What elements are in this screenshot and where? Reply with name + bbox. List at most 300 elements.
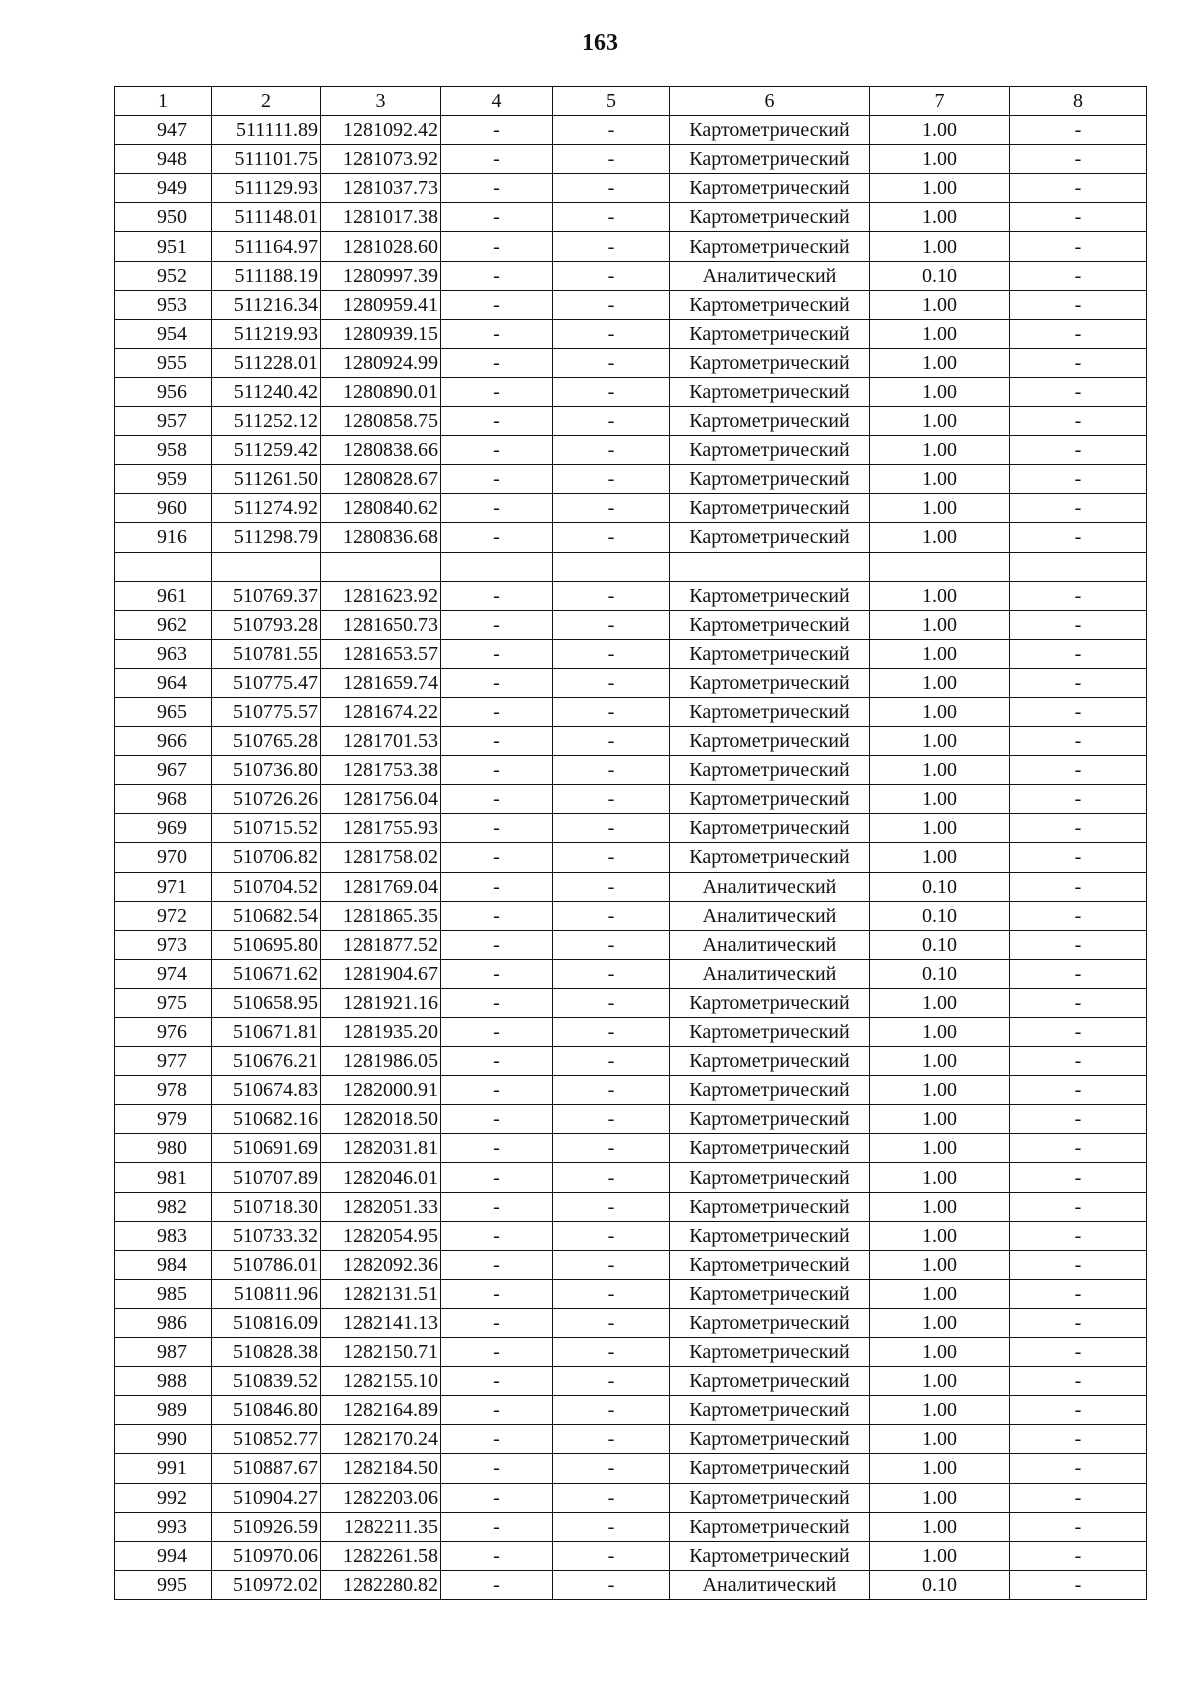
col4-cell: - [441,261,553,290]
y-coordinate-cell: 1282141.13 [321,1308,441,1337]
x-coordinate-cell: 510887.67 [212,1454,321,1483]
col5-cell: - [553,1338,670,1367]
point-number-cell: 985 [115,1279,212,1308]
col5-cell: - [553,1512,670,1541]
col8-cell: - [1010,814,1147,843]
accuracy-cell: 1.00 [870,465,1010,494]
y-coordinate-cell: 1281037.73 [321,174,441,203]
method-cell: Картометрический [670,377,870,406]
column-header-7: 7 [870,87,1010,116]
col5-cell: - [553,959,670,988]
col4-cell: - [441,1308,553,1337]
x-coordinate-cell: 510775.57 [212,697,321,726]
accuracy-cell: 1.00 [870,1134,1010,1163]
col8-cell: - [1010,1396,1147,1425]
col4-cell: - [441,1163,553,1192]
y-coordinate-cell: 1281092.42 [321,116,441,145]
point-number-cell: 962 [115,610,212,639]
point-number-cell: 983 [115,1221,212,1250]
table-row [115,319,1147,348]
col4-cell: - [441,319,553,348]
col5-cell: - [553,930,670,959]
table-row [115,814,1147,843]
point-number-cell: 966 [115,727,212,756]
point-number-cell: 970 [115,843,212,872]
x-coordinate-cell: 510674.83 [212,1076,321,1105]
accuracy-cell: 1.00 [870,988,1010,1017]
accuracy-cell: 1.00 [870,1018,1010,1047]
method-cell: Картометрический [670,465,870,494]
col4-cell: - [441,639,553,668]
x-coordinate-cell: 511240.42 [212,377,321,406]
point-number-cell [115,552,212,581]
x-coordinate-cell: 510695.80 [212,930,321,959]
accuracy-cell: 1.00 [870,843,1010,872]
x-coordinate-cell: 510926.59 [212,1512,321,1541]
point-number-cell: 954 [115,319,212,348]
method-cell: Картометрический [670,1221,870,1250]
point-number-cell: 982 [115,1192,212,1221]
method-cell: Картометрический [670,1396,870,1425]
accuracy-cell: 1.00 [870,1221,1010,1250]
point-number-cell: 992 [115,1483,212,1512]
method-cell: Аналитический [670,901,870,930]
col5-cell: - [553,1105,670,1134]
col5-cell: - [553,872,670,901]
table-row [115,727,1147,756]
x-coordinate-cell: 510704.52 [212,872,321,901]
col4-cell: - [441,1279,553,1308]
method-cell: Аналитический [670,1570,870,1599]
col8-cell: - [1010,1018,1147,1047]
point-number-cell: 995 [115,1570,212,1599]
x-coordinate-cell: 511111.89 [212,116,321,145]
table-row [115,1454,1147,1483]
accuracy-cell: 1.00 [870,1512,1010,1541]
col5-cell: - [553,610,670,639]
col5-cell: - [553,1483,670,1512]
table-row [115,785,1147,814]
method-cell: Картометрический [670,494,870,523]
accuracy-cell: 1.00 [870,1192,1010,1221]
x-coordinate-cell: 510970.06 [212,1541,321,1570]
x-coordinate-cell: 510691.69 [212,1134,321,1163]
col4-cell: - [441,988,553,1017]
y-coordinate-cell: 1281017.38 [321,203,441,232]
y-coordinate-cell: 1282092.36 [321,1250,441,1279]
x-coordinate-cell [212,552,321,581]
point-number-cell: 948 [115,145,212,174]
col5-cell: - [553,1396,670,1425]
col5-cell: - [553,581,670,610]
col4-cell: - [441,407,553,436]
column-header-8: 8 [1010,87,1147,116]
y-coordinate-cell: 1281755.93 [321,814,441,843]
y-coordinate-cell: 1281073.92 [321,145,441,174]
col5-cell: - [553,1163,670,1192]
col8-cell: - [1010,610,1147,639]
col5-cell: - [553,1076,670,1105]
accuracy-cell: 1.00 [870,1250,1010,1279]
x-coordinate-cell: 511228.01 [212,348,321,377]
col5-cell: - [553,785,670,814]
col4-cell: - [441,436,553,465]
col4-cell: - [441,959,553,988]
method-cell: Картометрический [670,1541,870,1570]
col4-cell: - [441,1570,553,1599]
y-coordinate-cell: 1282211.35 [321,1512,441,1541]
point-number-cell: 955 [115,348,212,377]
table-row [115,145,1147,174]
col8-cell: - [1010,1425,1147,1454]
x-coordinate-cell: 510828.38 [212,1338,321,1367]
method-cell: Картометрический [670,1105,870,1134]
table-row [115,1512,1147,1541]
col5-cell: - [553,639,670,668]
accuracy-cell: 0.10 [870,1570,1010,1599]
table-row [115,1047,1147,1076]
y-coordinate-cell: 1281753.38 [321,756,441,785]
col8-cell: - [1010,1338,1147,1367]
y-coordinate-cell: 1282054.95 [321,1221,441,1250]
column-header-6: 6 [670,87,870,116]
table-row [115,174,1147,203]
table-row [115,1308,1147,1337]
table-row [115,610,1147,639]
x-coordinate-cell: 511219.93 [212,319,321,348]
method-cell: Картометрический [670,232,870,261]
method-cell: Картометрический [670,814,870,843]
point-number-cell: 963 [115,639,212,668]
accuracy-cell: 1.00 [870,203,1010,232]
point-number-cell: 980 [115,1134,212,1163]
point-number-cell: 969 [115,814,212,843]
col8-cell: - [1010,843,1147,872]
point-number-cell: 949 [115,174,212,203]
x-coordinate-cell: 511188.19 [212,261,321,290]
method-cell: Картометрический [670,785,870,814]
table-row [115,756,1147,785]
method-cell: Картометрический [670,1134,870,1163]
point-number-cell: 953 [115,290,212,319]
col8-cell: - [1010,523,1147,552]
y-coordinate-cell: 1282164.89 [321,1396,441,1425]
accuracy-cell: 0.10 [870,901,1010,930]
table-row [115,843,1147,872]
method-cell: Картометрический [670,290,870,319]
accuracy-cell: 1.00 [870,1279,1010,1308]
y-coordinate-cell: 1281865.35 [321,901,441,930]
x-coordinate-cell: 511298.79 [212,523,321,552]
table-row [115,232,1147,261]
x-coordinate-cell: 510682.16 [212,1105,321,1134]
table-header [115,87,1147,116]
col5-cell: - [553,145,670,174]
table-row [115,1338,1147,1367]
accuracy-cell: 1.00 [870,697,1010,726]
col8-cell: - [1010,756,1147,785]
col5-cell: - [553,465,670,494]
col5-cell: - [553,697,670,726]
table-row [115,1541,1147,1570]
col8-cell: - [1010,1308,1147,1337]
col4-cell: - [441,1105,553,1134]
table-row [115,1483,1147,1512]
method-cell: Картометрический [670,1338,870,1367]
y-coordinate-cell: 1281653.57 [321,639,441,668]
col4-cell: - [441,377,553,406]
x-coordinate-cell: 510676.21 [212,1047,321,1076]
col8-cell: - [1010,377,1147,406]
point-number-cell: 971 [115,872,212,901]
col5-cell: - [553,1454,670,1483]
accuracy-cell: 1.00 [870,668,1010,697]
y-coordinate-cell: 1281674.22 [321,697,441,726]
y-coordinate-cell: 1281028.60 [321,232,441,261]
y-coordinate-cell: 1281650.73 [321,610,441,639]
method-cell: Картометрический [670,1279,870,1308]
col5-cell: - [553,116,670,145]
point-number-cell: 947 [115,116,212,145]
col5-cell: - [553,1192,670,1221]
col5-cell: - [553,407,670,436]
x-coordinate-cell: 510769.37 [212,581,321,610]
col4-cell: - [441,1250,553,1279]
col8-cell: - [1010,1221,1147,1250]
y-coordinate-cell: 1281701.53 [321,727,441,756]
column-header-5: 5 [553,87,670,116]
y-coordinate-cell: 1282150.71 [321,1338,441,1367]
table-row [115,1018,1147,1047]
col8-cell: - [1010,1454,1147,1483]
table-row [115,1105,1147,1134]
table-row [115,494,1147,523]
method-cell: Картометрический [670,319,870,348]
table-row [115,377,1147,406]
col8-cell: - [1010,203,1147,232]
col5-cell [553,552,670,581]
table-row [115,668,1147,697]
x-coordinate-cell: 510839.52 [212,1367,321,1396]
table-row [115,1367,1147,1396]
method-cell: Картометрический [670,1512,870,1541]
col4-cell: - [441,581,553,610]
col8-cell: - [1010,261,1147,290]
point-number-cell: 981 [115,1163,212,1192]
method-cell [670,552,870,581]
table-row [115,465,1147,494]
y-coordinate-cell: 1281623.92 [321,581,441,610]
accuracy-cell: 1.00 [870,610,1010,639]
method-cell: Картометрический [670,1250,870,1279]
point-number-cell: 991 [115,1454,212,1483]
x-coordinate-cell: 510671.81 [212,1018,321,1047]
point-number-cell: 975 [115,988,212,1017]
col4-cell: - [441,348,553,377]
point-number-cell: 979 [115,1105,212,1134]
col5-cell: - [553,1134,670,1163]
y-coordinate-cell: 1282155.10 [321,1367,441,1396]
x-coordinate-cell: 511148.01 [212,203,321,232]
accuracy-cell: 1.00 [870,348,1010,377]
col4-cell: - [441,145,553,174]
col4-cell: - [441,1541,553,1570]
col5-cell: - [553,727,670,756]
col5-cell: - [553,1018,670,1047]
x-coordinate-cell: 510682.54 [212,901,321,930]
col5-cell: - [553,814,670,843]
y-coordinate-cell: 1282280.82 [321,1570,441,1599]
accuracy-cell: 1.00 [870,581,1010,610]
y-coordinate-cell: 1282184.50 [321,1454,441,1483]
column-header-2: 2 [212,87,321,116]
col8-cell: - [1010,232,1147,261]
col8-cell: - [1010,1367,1147,1396]
x-coordinate-cell: 511216.34 [212,290,321,319]
table-row [115,116,1147,145]
table-row [115,930,1147,959]
y-coordinate-cell: 1282203.06 [321,1483,441,1512]
col4-cell: - [441,232,553,261]
x-coordinate-cell: 511129.93 [212,174,321,203]
method-cell: Картометрический [670,988,870,1017]
col5-cell: - [553,1279,670,1308]
y-coordinate-cell: 1282131.51 [321,1279,441,1308]
table-row [115,988,1147,1017]
col8-cell: - [1010,1250,1147,1279]
x-coordinate-cell: 510726.26 [212,785,321,814]
method-cell: Картометрический [670,727,870,756]
col5-cell: - [553,756,670,785]
point-number-cell: 957 [115,407,212,436]
accuracy-cell: 1.00 [870,319,1010,348]
table-row [115,523,1147,552]
x-coordinate-cell: 510706.82 [212,843,321,872]
col8-cell: - [1010,1134,1147,1163]
col5-cell: - [553,261,670,290]
accuracy-cell: 1.00 [870,1367,1010,1396]
accuracy-cell: 1.00 [870,116,1010,145]
col4-cell: - [441,727,553,756]
method-cell: Картометрический [670,348,870,377]
y-coordinate-cell: 1281877.52 [321,930,441,959]
x-coordinate-cell: 510718.30 [212,1192,321,1221]
col5-cell: - [553,203,670,232]
col8-cell: - [1010,1512,1147,1541]
y-coordinate-cell: 1281769.04 [321,872,441,901]
point-number-cell: 993 [115,1512,212,1541]
table-row [115,697,1147,726]
x-coordinate-cell: 510775.47 [212,668,321,697]
point-number-cell: 972 [115,901,212,930]
col8-cell: - [1010,988,1147,1017]
table-row [115,348,1147,377]
x-coordinate-cell: 510904.27 [212,1483,321,1512]
col4-cell: - [441,1134,553,1163]
table-row [115,1570,1147,1599]
method-cell: Картометрический [670,523,870,552]
table-row [115,261,1147,290]
method-cell: Картометрический [670,1454,870,1483]
method-cell: Картометрический [670,1367,870,1396]
method-cell: Картометрический [670,116,870,145]
col4-cell: - [441,697,553,726]
y-coordinate-cell: 1281921.16 [321,988,441,1017]
x-coordinate-cell: 510733.32 [212,1221,321,1250]
method-cell: Картометрический [670,203,870,232]
col8-cell: - [1010,116,1147,145]
col8-cell: - [1010,697,1147,726]
point-number-cell: 967 [115,756,212,785]
col8-cell: - [1010,901,1147,930]
table-row [115,1076,1147,1105]
point-number-cell: 973 [115,930,212,959]
table-row [115,1250,1147,1279]
table-row [115,1221,1147,1250]
col4-cell: - [441,1483,553,1512]
x-coordinate-cell: 511252.12 [212,407,321,436]
table-body [115,116,1147,1600]
accuracy-cell: 1.00 [870,1425,1010,1454]
col8-cell: - [1010,1047,1147,1076]
col8-cell: - [1010,1570,1147,1599]
col8-cell: - [1010,465,1147,494]
y-coordinate-cell: 1280924.99 [321,348,441,377]
method-cell: Картометрический [670,1018,870,1047]
col5-cell: - [553,901,670,930]
col4-cell: - [441,1454,553,1483]
table-row [115,552,1147,581]
y-coordinate-cell: 1282261.58 [321,1541,441,1570]
col8-cell: - [1010,668,1147,697]
header-row [115,87,1147,116]
col5-cell: - [553,1047,670,1076]
point-number-cell: 989 [115,1396,212,1425]
method-cell: Картометрический [670,581,870,610]
point-number-cell: 951 [115,232,212,261]
y-coordinate-cell: 1280890.01 [321,377,441,406]
accuracy-cell: 1.00 [870,785,1010,814]
method-cell: Картометрический [670,1483,870,1512]
point-number-cell: 916 [115,523,212,552]
col8-cell: - [1010,959,1147,988]
accuracy-cell: 0.10 [870,261,1010,290]
table-row [115,639,1147,668]
accuracy-cell: 1.00 [870,1163,1010,1192]
column-header-1: 1 [115,87,212,116]
accuracy-cell: 1.00 [870,756,1010,785]
point-number-cell: 960 [115,494,212,523]
col5-cell: - [553,668,670,697]
accuracy-cell: 1.00 [870,145,1010,174]
accuracy-cell: 1.00 [870,1396,1010,1425]
col5-cell: - [553,523,670,552]
table-row [115,436,1147,465]
col5-cell: - [553,494,670,523]
table-row [115,1163,1147,1192]
col5-cell: - [553,1541,670,1570]
accuracy-cell: 1.00 [870,407,1010,436]
col4-cell: - [441,610,553,639]
point-number-cell: 977 [115,1047,212,1076]
col8-cell: - [1010,1163,1147,1192]
point-number-cell: 978 [115,1076,212,1105]
accuracy-cell: 1.00 [870,1105,1010,1134]
accuracy-cell: 1.00 [870,174,1010,203]
table-row [115,959,1147,988]
col8-cell: - [1010,174,1147,203]
x-coordinate-cell: 511101.75 [212,145,321,174]
